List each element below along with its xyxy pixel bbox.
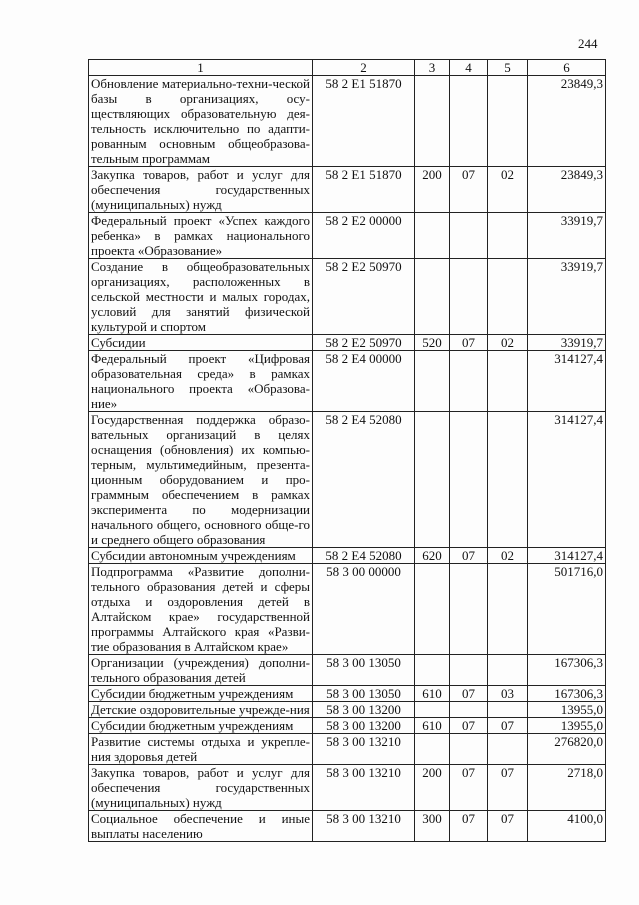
row-col5-cell	[488, 213, 528, 259]
row-code-cell: 58 3 00 00000	[313, 564, 415, 655]
row-amount-cell: 4100,0	[528, 811, 606, 842]
row-col4-cell: 07	[450, 167, 488, 213]
row-code-cell: 58 2 E4 52080	[313, 548, 415, 564]
row-col5-cell	[488, 351, 528, 412]
row-code-cell: 58 2 E2 00000	[313, 213, 415, 259]
row-col4-cell	[450, 412, 488, 548]
row-col5-cell: 02	[488, 548, 528, 564]
row-code-cell: 58 2 E2 50970	[313, 335, 415, 351]
row-amount-cell: 167306,3	[528, 655, 606, 686]
row-amount-cell: 314127,4	[528, 548, 606, 564]
row-col3-cell	[415, 351, 450, 412]
row-col5-cell: 07	[488, 718, 528, 734]
row-col5-cell	[488, 76, 528, 167]
row-name-cell: Субсидии автономным учреждениям	[89, 548, 313, 564]
row-amount-cell: 2718,0	[528, 765, 606, 811]
row-name-cell: Закупка товаров, работ и услуг для обеспечения государственных (муниципальных) нужд	[89, 765, 313, 811]
header-col-2: 2	[313, 60, 415, 76]
page-number: 244	[578, 36, 598, 51]
row-name-cell: Субсидии бюджетным учреждениям	[89, 686, 313, 702]
row-col3-cell	[415, 564, 450, 655]
row-col3-cell: 620	[415, 548, 450, 564]
table-row	[89, 655, 606, 686]
row-code-cell: 58 3 00 13210	[313, 734, 415, 765]
row-col4-cell	[450, 655, 488, 686]
row-col5-cell: 02	[488, 167, 528, 213]
row-col5-cell	[488, 564, 528, 655]
row-amount-cell: 314127,4	[528, 412, 606, 548]
row-code-cell: 58 3 00 13050	[313, 655, 415, 686]
row-name-cell: Детские оздоровительные учрежде-ния	[89, 702, 313, 718]
row-col5-cell	[488, 655, 528, 686]
row-col5-cell: 07	[488, 811, 528, 842]
row-name-cell: Субсидии	[89, 335, 313, 351]
row-col5-cell	[488, 734, 528, 765]
row-amount-cell: 23849,3	[528, 76, 606, 167]
row-code-cell: 58 2 E4 00000	[313, 351, 415, 412]
row-col4-cell	[450, 259, 488, 335]
row-col4-cell	[450, 76, 488, 167]
row-col5-cell	[488, 412, 528, 548]
row-col3-cell: 200	[415, 765, 450, 811]
table-row	[89, 259, 606, 335]
row-name-cell: Субсидии бюджетным учреждениям	[89, 718, 313, 734]
row-col3-cell	[415, 655, 450, 686]
row-code-cell: 58 2 E1 51870	[313, 167, 415, 213]
table-row	[89, 213, 606, 259]
row-amount-cell: 33919,7	[528, 335, 606, 351]
header-row	[89, 60, 606, 76]
row-col5-cell: 07	[488, 765, 528, 811]
row-col4-cell	[450, 213, 488, 259]
budget-table	[88, 59, 606, 842]
row-amount-cell: 23849,3	[528, 167, 606, 213]
row-col4-cell: 07	[450, 686, 488, 702]
row-code-cell: 58 2 E4 52080	[313, 412, 415, 548]
row-code-cell: 58 3 00 13200	[313, 718, 415, 734]
row-amount-cell: 33919,7	[528, 259, 606, 335]
row-code-cell: 58 2 E2 50970	[313, 259, 415, 335]
row-name-cell: Развитие системы отдыха и укрепле-ния здоровья детей	[89, 734, 313, 765]
table-row	[89, 686, 606, 702]
header-col-3: 3	[415, 60, 450, 76]
row-col3-cell	[415, 412, 450, 548]
row-col4-cell: 07	[450, 548, 488, 564]
row-amount-cell: 13955,0	[528, 702, 606, 718]
header-col-5: 5	[488, 60, 528, 76]
row-col3-cell: 610	[415, 718, 450, 734]
table-row	[89, 811, 606, 842]
row-col3-cell: 520	[415, 335, 450, 351]
row-col3-cell	[415, 76, 450, 167]
row-amount-cell: 276820,0	[528, 734, 606, 765]
row-name-cell: Социальное обеспечение и иные выплаты населению	[89, 811, 313, 842]
row-code-cell: 58 3 00 13210	[313, 811, 415, 842]
table-row	[89, 564, 606, 655]
row-col4-cell	[450, 351, 488, 412]
table-row	[89, 412, 606, 548]
row-amount-cell: 501716,0	[528, 564, 606, 655]
row-name-cell: Государственная поддержка образо-вательных организаций в целях оснащения (обновления) их компью-терным, мультимедийным, презента-ционным оборудованием и про-граммным обеспечением в рамках эксперимента по модернизации начального общего, основного обще-го и среднего общего образования	[89, 412, 313, 548]
header-col-1: 1	[89, 60, 313, 76]
row-name-cell: Закупка товаров, работ и услуг для обеспечения государственных (муниципальных) нужд	[89, 167, 313, 213]
row-col3-cell	[415, 734, 450, 765]
row-amount-cell: 13955,0	[528, 718, 606, 734]
row-col5-cell: 02	[488, 335, 528, 351]
row-col3-cell	[415, 702, 450, 718]
row-name-cell: Подпрограмма «Развитие дополни-тельного образования детей и сферы отдыха и оздоровления детей в Алтайском крае» государственной программы Алтайского края «Разви-тие образования в Алтайском крае»	[89, 564, 313, 655]
table-row	[89, 335, 606, 351]
row-col3-cell: 200	[415, 167, 450, 213]
row-name-cell: Федеральный проект «Цифровая образовательная среда» в рамках национального проекта «Образова-ние»	[89, 351, 313, 412]
header-col-4: 4	[450, 60, 488, 76]
row-col3-cell	[415, 213, 450, 259]
table-row	[89, 167, 606, 213]
row-name-cell: Организации (учреждения) дополни-тельного образования детей	[89, 655, 313, 686]
row-col3-cell: 300	[415, 811, 450, 842]
row-amount-cell: 33919,7	[528, 213, 606, 259]
table-row	[89, 351, 606, 412]
row-col3-cell	[415, 259, 450, 335]
row-col4-cell	[450, 564, 488, 655]
row-code-cell: 58 3 00 13210	[313, 765, 415, 811]
row-col4-cell: 07	[450, 765, 488, 811]
row-code-cell: 58 2 E1 51870	[313, 76, 415, 167]
row-col4-cell: 07	[450, 811, 488, 842]
row-col4-cell	[450, 702, 488, 718]
row-code-cell: 58 3 00 13200	[313, 702, 415, 718]
header-col-6: 6	[528, 60, 606, 76]
row-col5-cell: 03	[488, 686, 528, 702]
table-row	[89, 734, 606, 765]
row-name-cell: Создание в общеобразовательных организациях, расположенных в сельской местности и малых городах, условий для занятий физической культурой и спортом	[89, 259, 313, 335]
row-col5-cell	[488, 702, 528, 718]
row-col5-cell	[488, 259, 528, 335]
row-name-cell: Федеральный проект «Успех каждого ребенка» в рамках национального проекта «Образование»	[89, 213, 313, 259]
table-row	[89, 548, 606, 564]
table-body	[89, 76, 606, 842]
table-row	[89, 702, 606, 718]
table-row	[89, 765, 606, 811]
row-amount-cell: 314127,4	[528, 351, 606, 412]
row-amount-cell: 167306,3	[528, 686, 606, 702]
row-code-cell: 58 3 00 13050	[313, 686, 415, 702]
table-row	[89, 76, 606, 167]
row-col3-cell: 610	[415, 686, 450, 702]
table-row	[89, 718, 606, 734]
row-col4-cell: 07	[450, 335, 488, 351]
row-col4-cell: 07	[450, 718, 488, 734]
row-name-cell: Обновление материально-техни-ческой базы в организациях, осу-ществляющих образовательную дея-тельность исключительно по адапти-рованным основным общеобразова-тельным программам	[89, 76, 313, 167]
row-col4-cell	[450, 734, 488, 765]
